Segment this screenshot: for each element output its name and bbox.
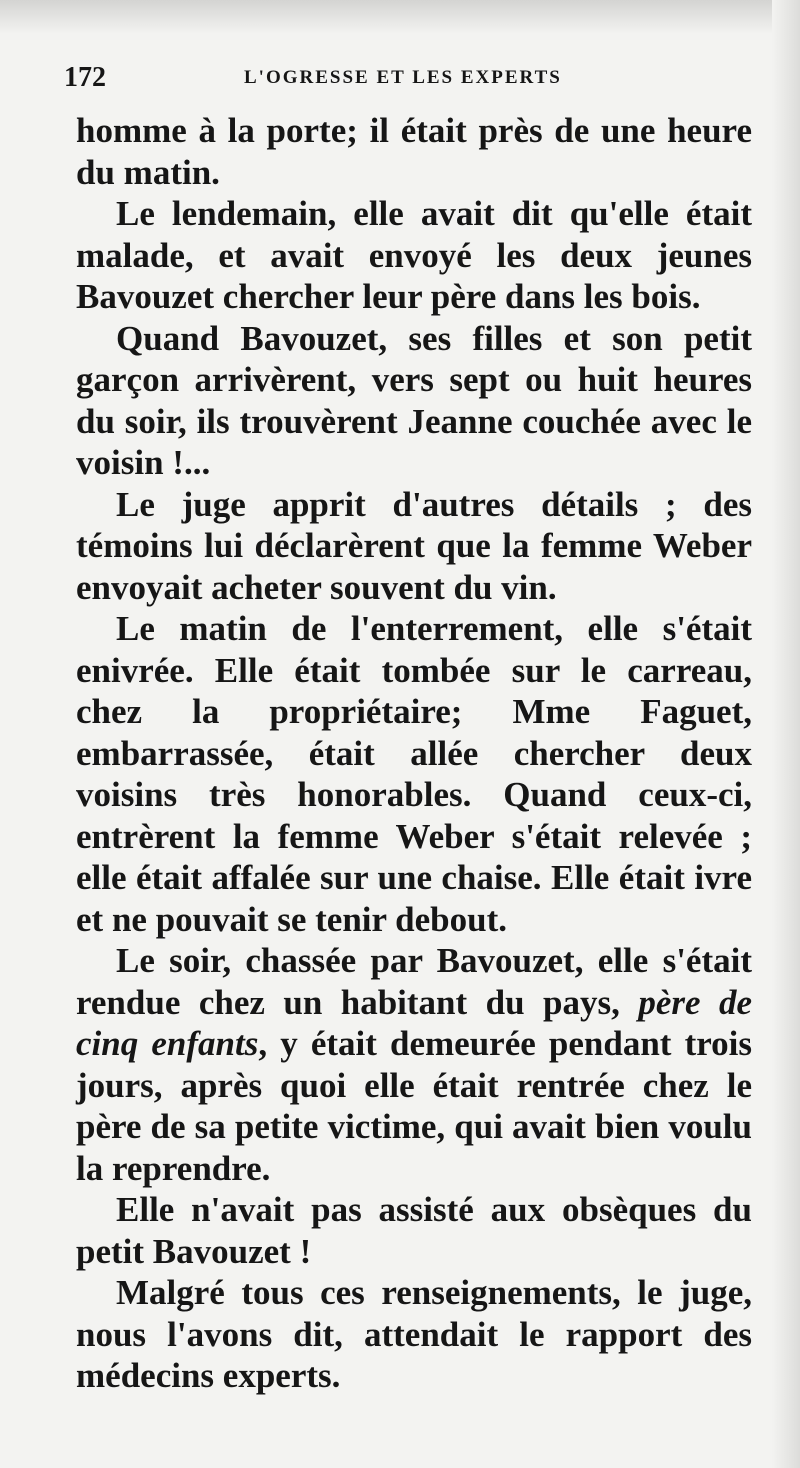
paragraph: Le lendemain, elle avait dit qu'elle était malade, et avait envoyé les deux jeunes Bavouzet chercher leur père dans les bois. — [76, 194, 752, 316]
text-body — [76, 110, 752, 1397]
paragraph-continuation: homme à la porte; il était près de une heure du matin. — [76, 111, 752, 192]
paragraph: Elle n'avait pas assisté aux obsèques du petit Bavouzet ! — [76, 1190, 752, 1271]
page-number: 172 — [64, 62, 106, 93]
scan-edge-top — [0, 0, 800, 34]
page-header — [64, 60, 744, 96]
paragraph: Malgré tous ces renseignements, le juge, nous l'avons dit, attendait le rapport des médecins experts. — [76, 1273, 752, 1395]
paragraph-text-after: , y était demeurée pendant trois jours, après quoi elle était rentrée chez le père de sa petite victime, qui avait bien voulu la reprendre. — [76, 1024, 752, 1188]
running-title: L'OGRESSE ET LES EXPERTS — [244, 67, 562, 88]
paragraph-text-before: Le soir, chassée par Bavouzet, elle s'était rendue chez un habitant du pays, — [76, 941, 752, 1022]
paragraph — [76, 940, 752, 1189]
paragraph: Le matin de l'enterrement, elle s'était enivrée. Elle était tombée sur le carreau, chez la propriétaire; Mme Faguet, embarrassée, était allée chercher deux voisins très honorables. Quand ceux-ci, entrèrent la femme Weber s'était relevée ; elle était affalée sur une chaise. Elle était ivre et ne pouvait se tenir debout. — [76, 609, 752, 939]
scan-edge-right — [772, 0, 800, 1468]
italic-phrase: père de cinq enfants — [76, 982, 752, 1063]
paragraph: Quand Bavouzet, ses filles et son petit garçon arrivèrent, vers sept ou huit heures du soir, ils trouvèrent Jeanne couchée avec le voisin !... — [76, 318, 752, 482]
paragraph: Le juge apprit d'autres détails ; des témoins lui déclarèrent que la femme Weber envoyait acheter souvent du vin. — [76, 484, 752, 607]
